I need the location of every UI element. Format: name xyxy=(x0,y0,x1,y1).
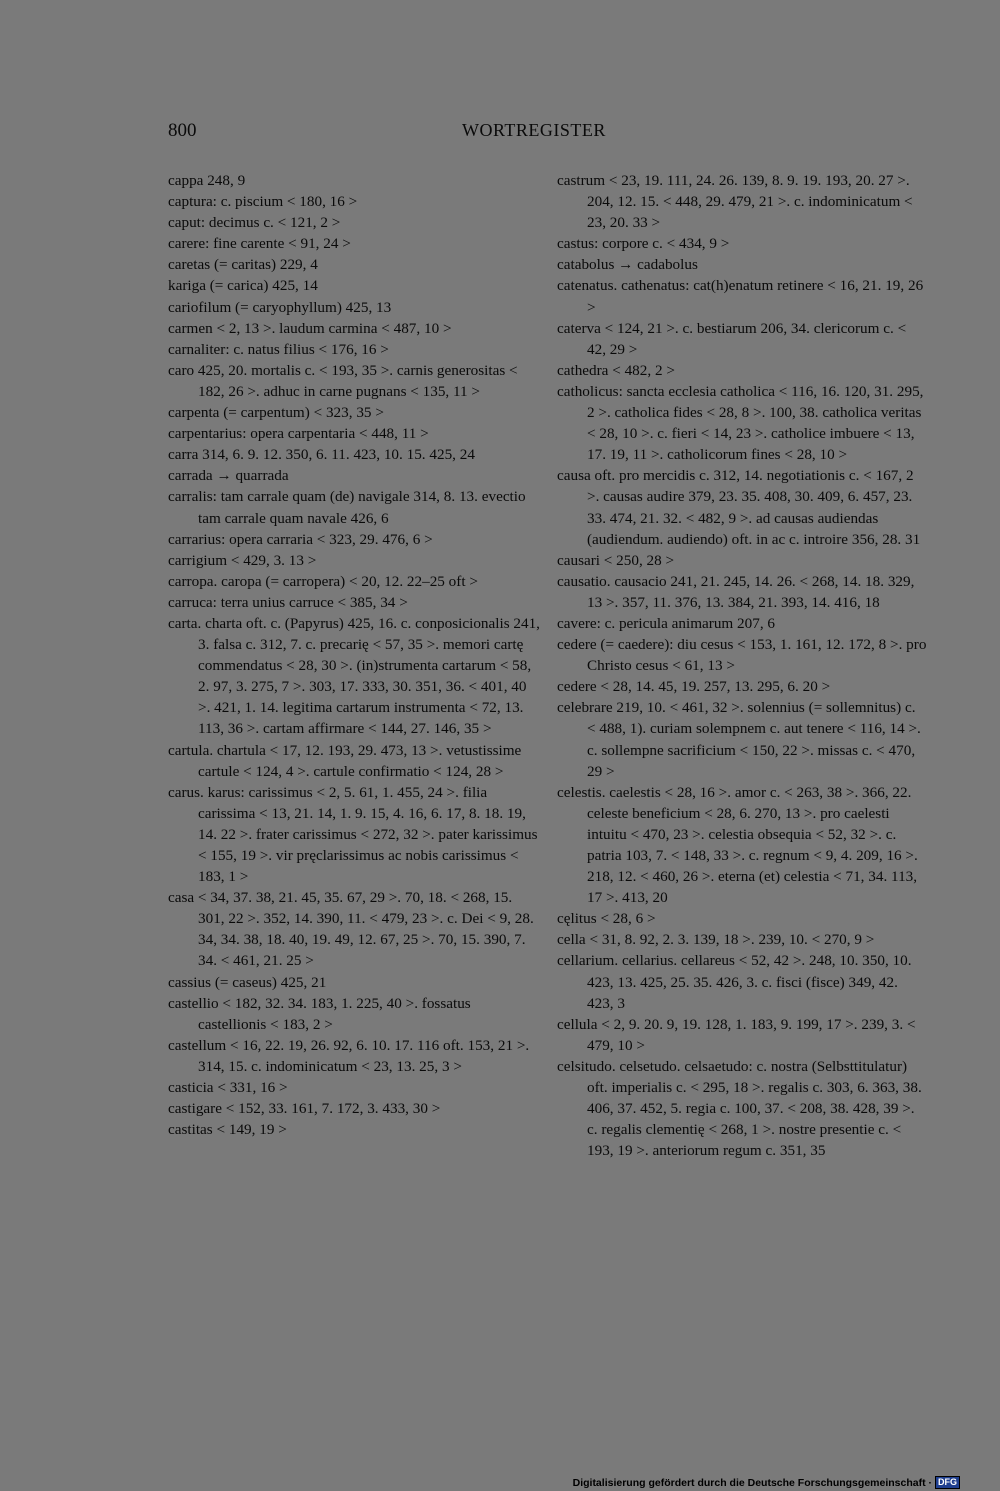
index-entry: casticia < 331, 16 > xyxy=(168,1079,288,1097)
footer-credit xyxy=(573,1476,960,1489)
index-entry: carra 314, 6. 9. 12. 350, 6. 11. 423, 10. 15. 425, 24 xyxy=(168,446,475,464)
index-entry: carrigium < 429, 3. 13 > xyxy=(168,551,317,569)
index-entry: castrum < 23, 19. 111, 24. 26. 139, 8. 9. 19. 193, 20. 27 >. 204, 12. 15. < 448, 29. 479, 21 >. c. indominicatum < 23, 20. 33 > xyxy=(557,172,913,232)
index-entry: catabolus → cadabolus xyxy=(557,256,698,274)
index-entry: carropa. caropa (= carropera) < 20, 12. 22–25 oft > xyxy=(168,572,478,590)
index-entry: cavere: c. pericula animarum 207, 6 xyxy=(557,614,776,632)
index-entry: catenatus. cathenatus: cat(h)enatum retinere < 16, 21. 19, 26 > xyxy=(557,277,924,316)
index-entry: celestis. caelestis < 28, 16 >. amor c. < 263, 38 >. 366, 22. celeste beneficium < 28, 6. 270, 13 >. pro caelesti intuitu < 470, 23 >. celestia obsequia < 52, 32 >. c. patria 103, 7. < 148, 33 >. c. regnum < 9, 4. 209, 16 >. 218, 12. < 460, 26 >. eterna (et) celestia < 71, 34. 113, 17 >. 413, 20 xyxy=(557,783,918,907)
index-entry: causatio. causacio 241, 21. 245, 14. 26. < 268, 14. 18. 329, 13 >. 357, 11. 376, 13. 384, 21. 393, 14. 416, 18 xyxy=(557,572,915,611)
index-entry: cathedra < 482, 2 > xyxy=(557,361,675,379)
index-entry: carere: fine carente < 91, 24 > xyxy=(168,235,351,253)
index-entry: cellula < 2, 9. 20. 9, 19. 128, 1. 183, 9. 199, 17 >. 239, 3. < 479, 10 > xyxy=(557,1015,916,1054)
index-entry: caro 425, 20. mortalis c. < 193, 35 >. carnis generositas < 182, 26 >. adhuc in carne pugnans < 135, 11 > xyxy=(168,361,518,400)
index-entry: carus. karus: carissimus < 2, 5. 61, 1. 455, 24 >. filia carissima < 13, 21. 14, 1. 9. 15, 4. 16, 6. 17, 8. 18. 19, 14. 22 >. frater carissimus < 272, 32 >. pater karissimus < 155, 19 >. vir pręclarissimus ac nobis carissimus < 183, 1 > xyxy=(168,783,538,886)
index-entry: cella < 31, 8. 92, 2. 3. 139, 18 >. 239, 10. < 270, 9 > xyxy=(557,931,875,949)
index-entry: cedere (= caedere): diu cesus < 153, 1. 161, 12. 172, 8 >. pro Christo cesus < 61, 13 > xyxy=(557,636,927,675)
index-entry: captura: c. piscium < 180, 16 > xyxy=(168,193,358,211)
index-entry: cariofilum (= caryophyllum) 425, 13 xyxy=(168,298,392,316)
index-entry: casa < 34, 37. 38, 21. 45, 35. 67, 29 >. 70, 18. < 268, 15. 301, 22 >. 352, 14. 390, 11. < 479, 23 >. c. Dei < 9, 28. 34, 34. 38, 18. 40, 19. 49, 12. 67, 25 >. 70, 15. 390, 7. 34. < 461, 21. 25 > xyxy=(168,889,534,970)
index-entry: cęlitus < 28, 6 > xyxy=(557,910,656,928)
index-column-left xyxy=(168,170,540,1140)
index-entry: catholicus: sancta ecclesia catholica < 116, 16. 120, 31. 295, 2 >. catholica fides < 28, 8 >. 100, 38. catholica veritas < 28, 10 >. c. fieri < 14, 23 >. catholice imbuere < 13, 17. 19, 11 >. catholicorum fines < 28, 10 > xyxy=(557,382,924,464)
index-entry: castus: corpore c. < 434, 9 > xyxy=(557,235,730,253)
index-entry: cedere < 28, 14. 45, 19. 257, 13. 295, 6. 20 > xyxy=(557,678,831,696)
index-entry: celsitudo. celsetudo. celsaetudo: c. nostra (Selbsttitulatur) oft. imperialis c. < 295, 18 >. regalis c. 303, 6. 363, 38. 406, 37. 452, 5. regia c. 100, 37. < 208, 38. 428, 39 >. c. regalis clementię < 268, 1 >. nostre presentie c. < 193, 19 >. anteriorum regum c. 351, 35 xyxy=(557,1057,922,1160)
index-entry: castellio < 182, 32. 34. 183, 1. 225, 40 >. fossatus castellionis < 183, 2 > xyxy=(168,994,471,1033)
index-entry: cartula. chartula < 17, 12. 193, 29. 473, 13 >. vetustissime cartule < 124, 4 >. cartule confirmatio < 124, 28 > xyxy=(168,741,522,780)
index-entry: kariga (= carica) 425, 14 xyxy=(168,277,318,295)
index-entry: castitas < 149, 19 > xyxy=(168,1121,287,1139)
index-entry: caretas (= caritas) 229, 4 xyxy=(168,256,318,274)
index-entry: castellum < 16, 22. 19, 26. 92, 6. 10. 17. 116 oft. 153, 21 >. 314, 15. c. indominicatum < 23, 13. 25, 3 > xyxy=(168,1036,530,1075)
index-entry: carralis: tam carrale quam (de) navigale 314, 8. 13. evectio tam carrale quam navale 426, 6 xyxy=(168,488,526,527)
index-entry: causari < 250, 28 > xyxy=(557,551,675,569)
page-number: 800 xyxy=(168,120,197,141)
index-entry: cellarium. cellarius. cellareus < 52, 42 >. 248, 10. 350, 10. 423, 13. 425, 25. 35. 426, 3. c. fisci (fisce) 349, 42. 423, 3 xyxy=(557,952,912,1012)
index-entry: carta. charta oft. c. (Papyrus) 425, 16. c. conposicionalis 241, 3. falsa c. 312, 7. c. precarię < 57, 35 >. memori cartę commendatus < 28, 30 >. (in)strumenta cartarum < 58, 2. 97, 3. 275, 7 >. 303, 17. 333, 30. 351, 36. < 401, 40 >. 421, 1. 14. legitima cartarum instrumenta < 72, 13. 113, 36 >. cartam affirmare < 144, 27. 146, 35 > xyxy=(168,614,540,738)
index-entry: cappa 248, 9 xyxy=(168,172,246,189)
index-entry: carpentarius: opera carpentaria < 448, 11 > xyxy=(168,425,429,443)
index-entry: cassius (= caseus) 425, 21 xyxy=(168,973,327,991)
index-entry: caterva < 124, 21 >. c. bestiarum 206, 34. clericorum c. < 42, 29 > xyxy=(557,319,907,358)
index-column-right xyxy=(557,170,927,1161)
dfg-logo: DFG xyxy=(935,1476,960,1489)
index-entry: causa oft. pro mercidis c. 312, 14. negotiationis c. < 167, 2 >. causas audire 379, 23. 35. 408, 30. 409, 6. 457, 23. 33. 474, 21. 32. < 482, 9 >. ad causas audiendas (audiendum. audiendo) oft. in ac c. introire 356, 28. 31 xyxy=(557,467,921,548)
index-entry: carpenta (= carpentum) < 323, 35 > xyxy=(168,404,384,422)
index-entry: carmen < 2, 13 >. laudum carmina < 487, 10 > xyxy=(168,319,452,337)
running-head: WORTREGISTER xyxy=(462,120,606,140)
index-entry: celebrare 219, 10. < 461, 32 >. solennius (= sollemnitus) c. < 488, 1). curiam solempnem c. aut tenere < 116, 14 >. c. sollempne sacrificium < 150, 22 >. missas c. < 470, 29 > xyxy=(557,699,921,780)
index-entry: carrarius: opera carraria < 323, 29. 476, 6 > xyxy=(168,530,433,548)
index-entry: castigare < 152, 33. 161, 7. 172, 3. 433, 30 > xyxy=(168,1100,441,1118)
index-entry: carrada → quarrada xyxy=(168,467,289,485)
index-entry: caput: decimus c. < 121, 2 > xyxy=(168,214,341,232)
index-entry: carnaliter: c. natus filius < 176, 16 > xyxy=(168,340,389,358)
footer-text: Digitalisierung gefördert durch die Deutsche Forschungsgemeinschaft · xyxy=(572,1476,932,1489)
index-entry: carruca: terra unius carruce < 385, 34 > xyxy=(168,593,408,611)
